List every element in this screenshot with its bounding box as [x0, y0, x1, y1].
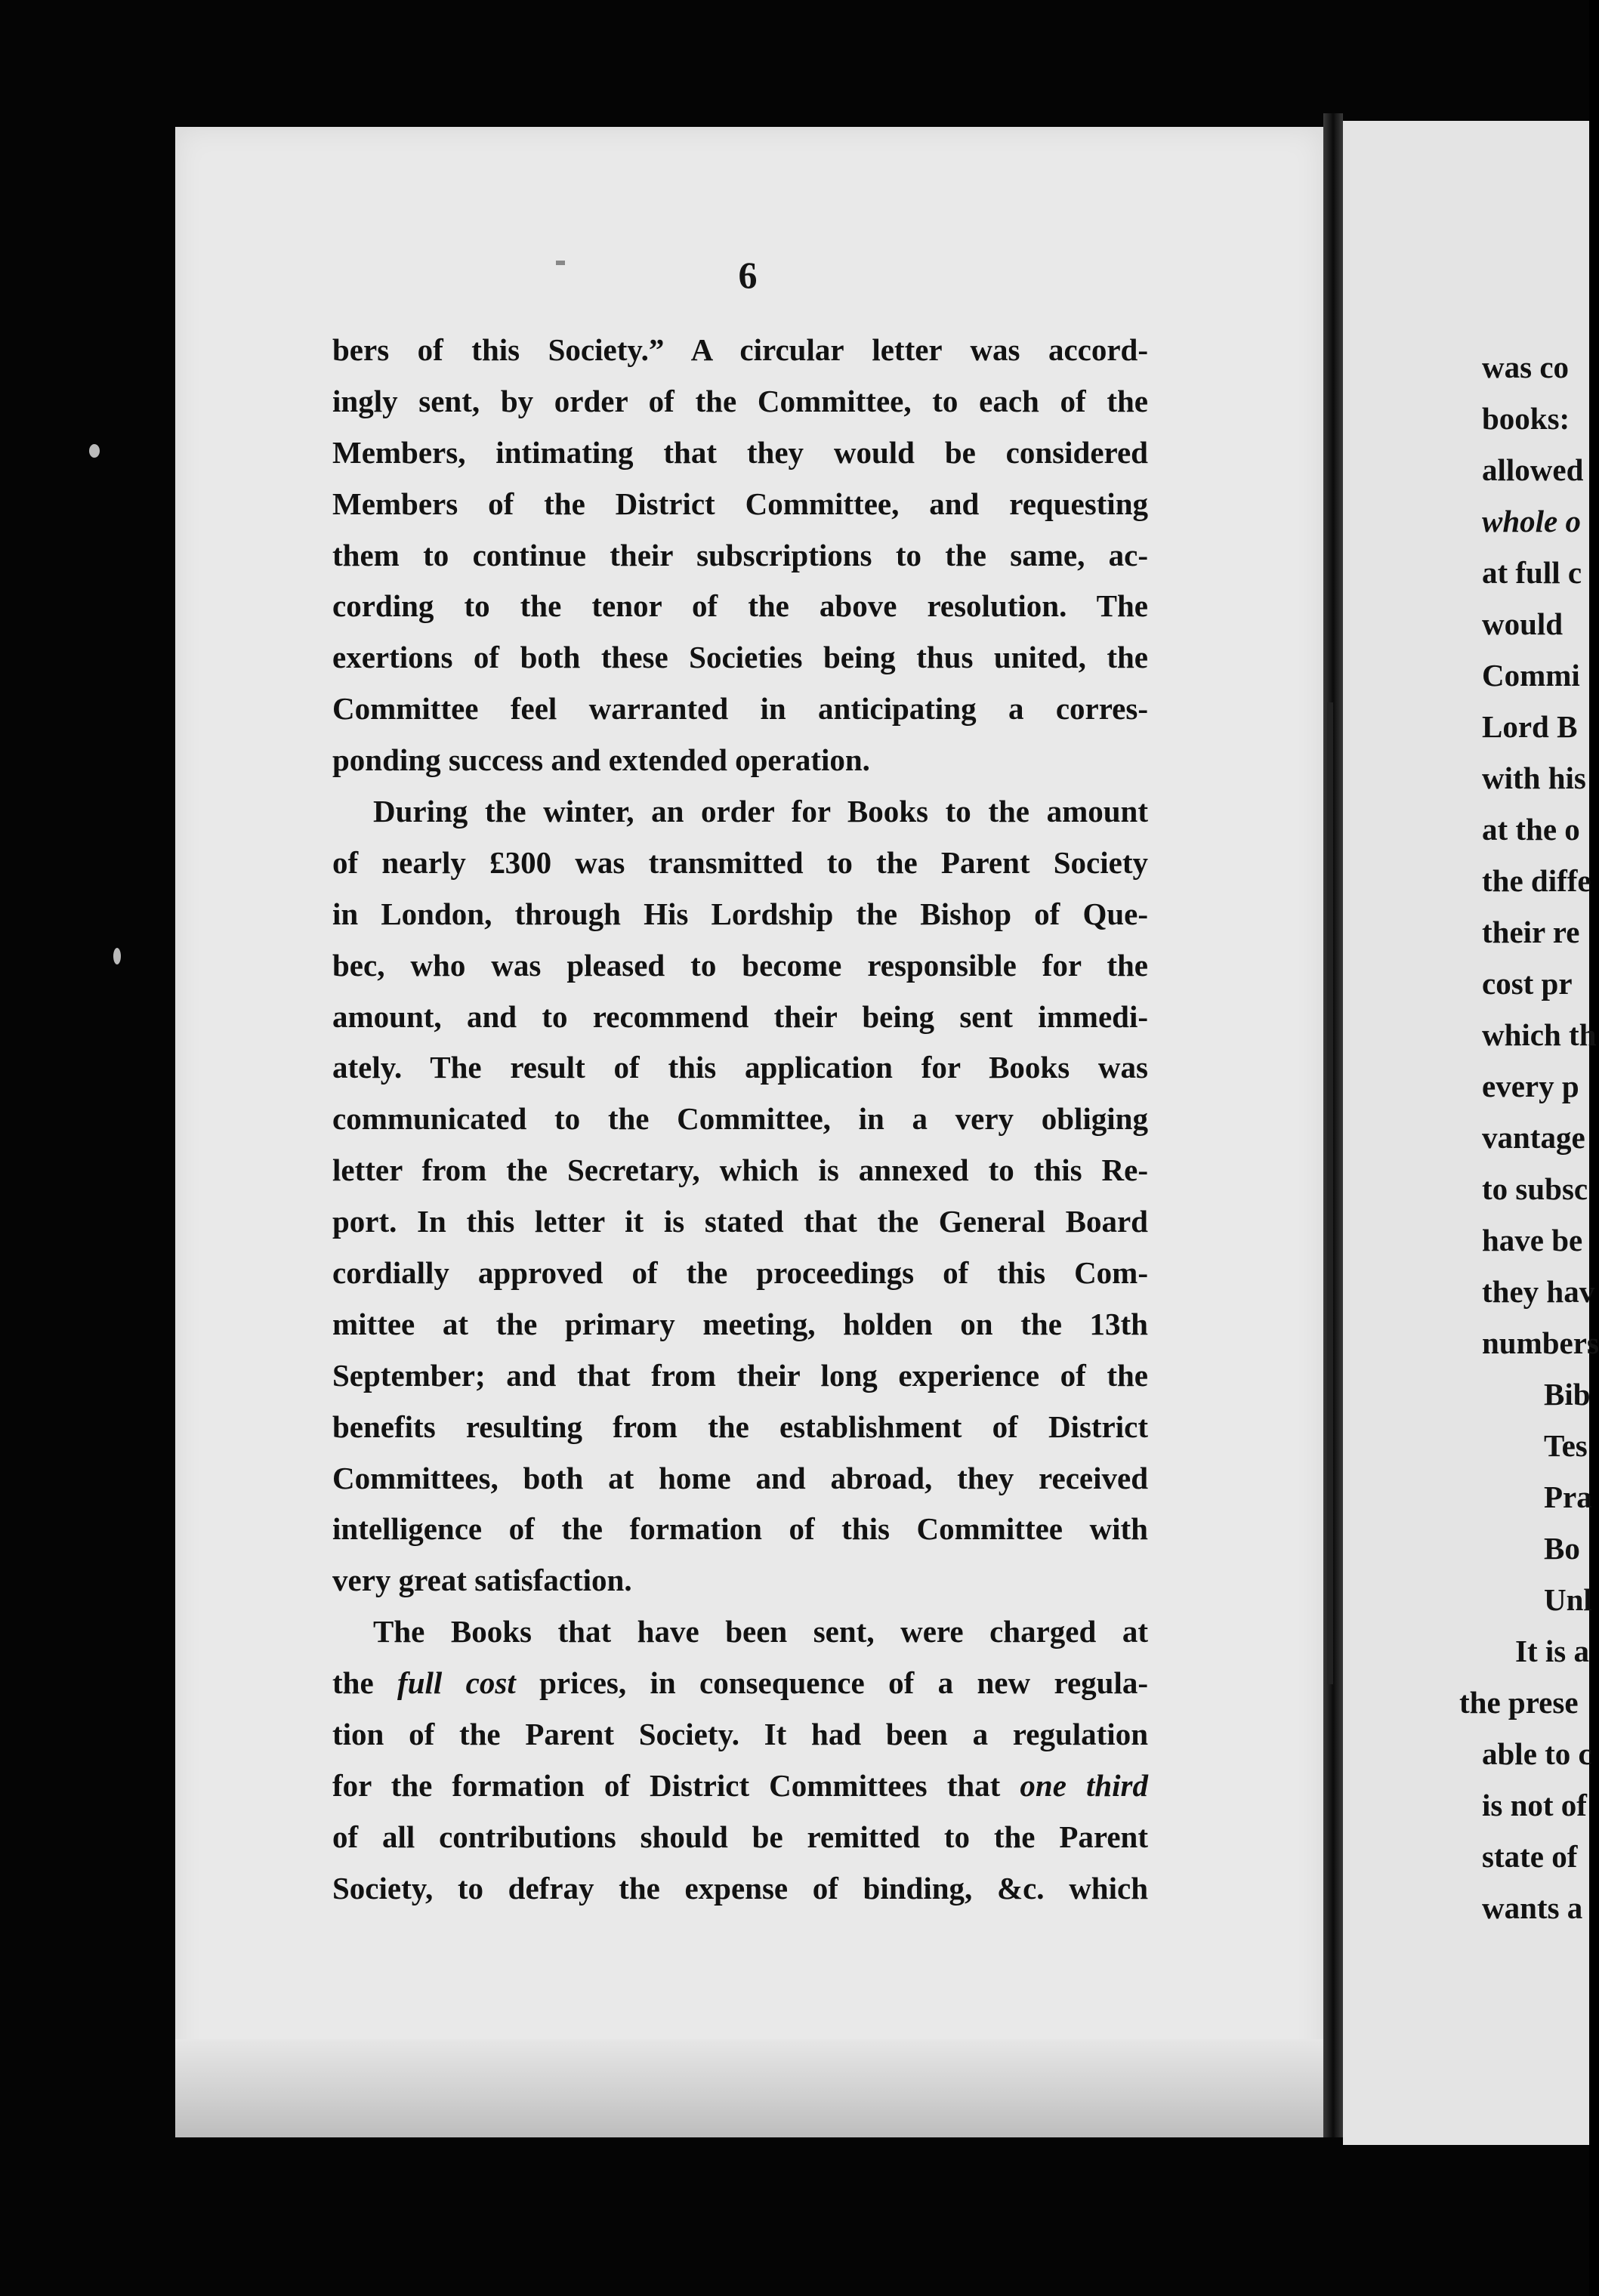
- text-line: them to continue their subscriptions to the same, ac-: [332, 537, 1148, 572]
- text-line: ponding success and extended operation.: [332, 742, 870, 778]
- italic-text: full cost: [397, 1665, 516, 1701]
- text-line: port. In this letter it is stated that the General Board: [332, 1204, 1148, 1239]
- text-line: bers of this Society.” A circular letter was accord-: [332, 332, 1148, 367]
- facing-line: have be: [1482, 1223, 1583, 1258]
- facing-line: at full c: [1482, 555, 1582, 590]
- facing-line: their re: [1482, 915, 1580, 949]
- text-line: ately. The result of this application for Books was: [332, 1050, 1148, 1085]
- text-line: tion of the Parent Society. It had been a regulation: [332, 1717, 1148, 1752]
- facing-line: which th: [1482, 1017, 1597, 1052]
- facing-line: books:: [1482, 401, 1570, 436]
- text-line: letter from the Secretary, which is annexed to this Re-: [332, 1153, 1148, 1188]
- text-line: September; and that from their long experience of the: [332, 1357, 1148, 1393]
- facing-line: vantage: [1482, 1120, 1585, 1155]
- facing-line: at the o: [1482, 812, 1580, 847]
- facing-line: they hav: [1482, 1274, 1595, 1309]
- text-line: exertions of both these Societies being thus united, the: [332, 640, 1148, 675]
- facing-line: Lord B: [1482, 709, 1578, 744]
- facing-line: whole o: [1482, 504, 1581, 539]
- text-line: benefits resulting from the establishment of District: [332, 1409, 1148, 1444]
- text-line: The Books that have been sent, were charged at: [373, 1614, 1148, 1649]
- facing-line: cost pr: [1482, 966, 1573, 1001]
- text-fragment: prices, in consequence of a new regula-: [515, 1665, 1148, 1701]
- text-line: Society, to defray the expense of binding, &c. which: [332, 1870, 1148, 1906]
- text-line: Committees, both at home and abroad, they received: [332, 1460, 1148, 1495]
- facing-line: Bib: [1544, 1377, 1591, 1412]
- facing-line: the diffe: [1482, 863, 1591, 898]
- book-gutter: [1323, 113, 1343, 2137]
- text-line: During the winter, an order for Books to the amount: [373, 794, 1148, 829]
- text-line: of all contributions should be remitted to the Parent: [332, 1819, 1148, 1854]
- text-line: Members, intimating that they would be considered: [332, 434, 1148, 470]
- text-fragment: for the formation of District Committees that: [332, 1767, 1020, 1803]
- facing-line: It is a: [1515, 1634, 1589, 1668]
- text-line: mittee at the primary meeting, holden on the 13th: [332, 1306, 1148, 1341]
- facing-line: able to c: [1482, 1736, 1592, 1771]
- facing-line: Pra: [1544, 1480, 1592, 1514]
- facing-line: numbers: [1482, 1325, 1599, 1360]
- text-line: communicated to the Committee, in a very obliging: [332, 1101, 1148, 1137]
- text-line: very great satisfaction.: [332, 1563, 632, 1598]
- facing-line: Bo: [1544, 1531, 1580, 1566]
- facing-line: to subsc: [1482, 1171, 1588, 1206]
- facing-line: wants a: [1482, 1890, 1583, 1925]
- margin-speck: [113, 948, 121, 964]
- body-text: [332, 325, 1148, 1915]
- text-line: Members of the District Committee, and requesting: [332, 486, 1148, 521]
- italic-text: one third: [1020, 1767, 1149, 1803]
- text-line: amount, and to recommend their being sent immedi-: [332, 998, 1148, 1034]
- margin-speck: [89, 444, 100, 458]
- text-line: [332, 1761, 1148, 1812]
- page-number: 6: [738, 254, 758, 296]
- facing-line: with his: [1482, 761, 1586, 795]
- text-line: of nearly £300 was transmitted to the Parent Society: [332, 844, 1148, 880]
- text-line: cording to the tenor of the above resolution. The: [332, 588, 1148, 624]
- facing-line: Tes: [1544, 1428, 1588, 1463]
- facing-line: allowed: [1482, 452, 1584, 487]
- ink-speck: [556, 261, 565, 265]
- text-line: intelligence of the formation of this Committee with: [332, 1511, 1148, 1547]
- facing-line: the prese: [1459, 1685, 1579, 1720]
- binding-thread: [1327, 702, 1333, 1684]
- text-line: [332, 1658, 1148, 1709]
- text-line: Committee feel warranted in anticipating a corres-: [332, 691, 1148, 727]
- facing-line: every p: [1482, 1069, 1579, 1103]
- text-line: in London, through His Lordship the Bishop of Que-: [332, 896, 1148, 931]
- text-fragment: the: [332, 1665, 398, 1701]
- facing-line: Unl: [1544, 1582, 1592, 1617]
- facing-line: state of: [1482, 1839, 1578, 1874]
- facing-line: would: [1482, 606, 1564, 641]
- facing-line: was co: [1482, 350, 1570, 384]
- facing-line: Commi: [1482, 658, 1580, 693]
- page-edge: [175, 2039, 1323, 2137]
- text-line: cordially approved of the proceedings of this Com-: [332, 1255, 1148, 1291]
- facing-page-text: [1459, 341, 1599, 1933]
- text-line: bec, who was pleased to become responsible for the: [332, 947, 1148, 983]
- facing-line: is not of: [1482, 1788, 1587, 1822]
- text-line: ingly sent, by order of the Committee, to each of the: [332, 383, 1148, 418]
